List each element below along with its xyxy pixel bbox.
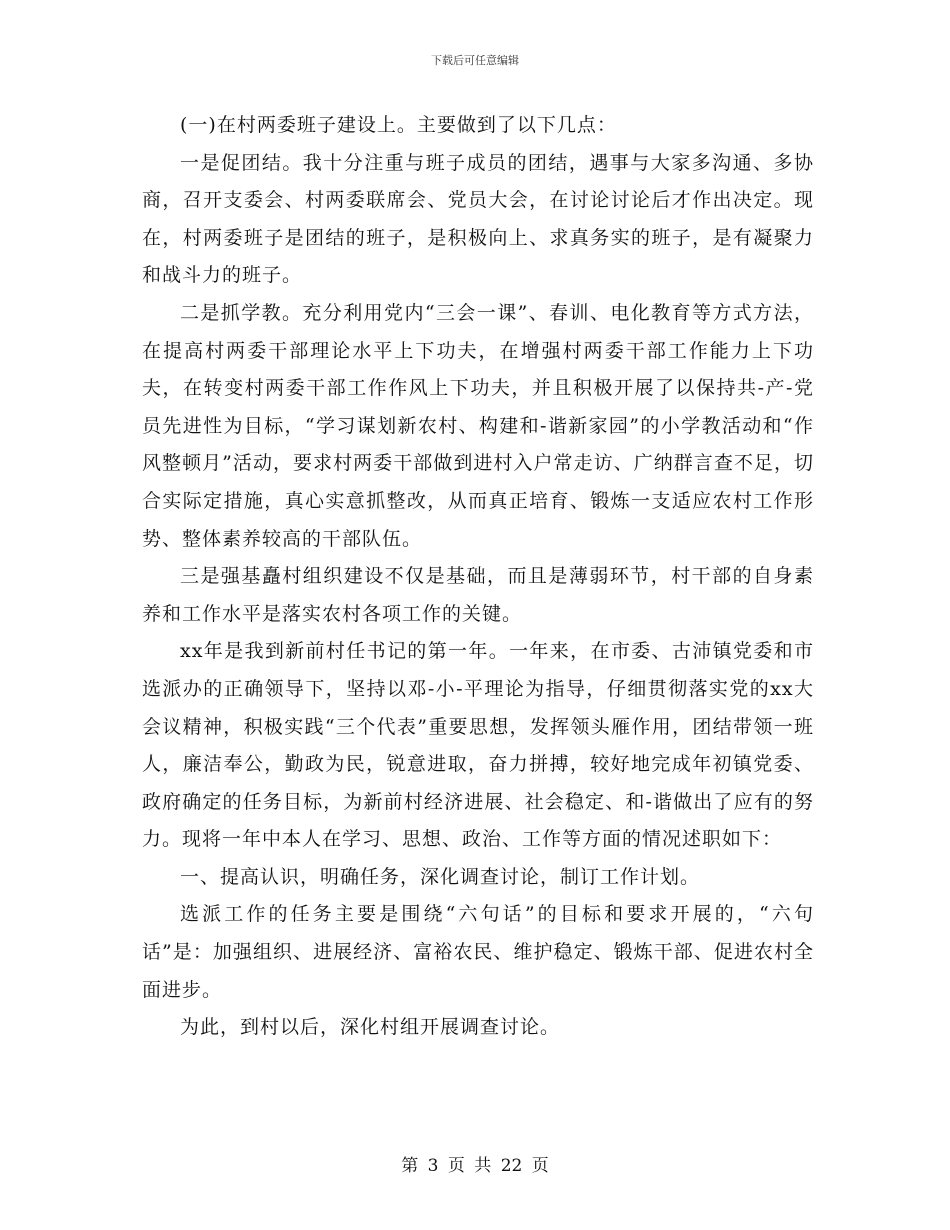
paragraph: 一、提高认识，明确任务，深化调查讨论，制订工作计划。 <box>180 865 701 888</box>
paragraph: (一)在村两委班子建设上。主要做到了以下几点： <box>180 114 617 136</box>
paragraph: 一是促团结。我十分注重与班子成员的团结，遇事与大家多沟通、多协商，召开支委会、村两委联席会、党员大会，在讨论讨论后才作出决定。现在，村两委班子是团结的班子，是积极向上、求真务实的班子，是有凝聚力和战斗力的班子。 <box>142 151 814 287</box>
paragraph: 选派工作的任务主要是围绕“六句话”的目标和要求开展的，“六句话”是：加强组织、进展经济、富裕农民、维护稳定、锻炼干部、促进农村全面进步。 <box>142 903 814 1001</box>
document-body <box>142 107 814 1047</box>
paragraph: xx年是我到新前村任书记的第一年。一年来，在市委、古沛镇党委和市选派办的正确领导下，坚持以邓-小-平理论为指导，仔细贯彻落实党的xx大会议精神，积极实践“三个代表”重要思想，发挥领头雁作用，团结带领一班人，廉洁奉公，勤政为民，锐意进取，奋力拼搏，较好地完成年初镇党委、政府确定的任务目标，为新前村经济进展、社会稳定、和-谐做出了应有的努力。现将一年中本人在学习、思想、政治、工作等方面的情况述职如下： <box>142 640 814 851</box>
paragraph: 二是抓学教。充分利用党内“三会一课”、春训、电化教育等方式方法，在提高村两委干部理论水平上下功夫，在增强村两委干部工作能力上下功夫，在转变村两委干部工作作风上下功夫，并且积极开展了以保持共-产-党员先进性为目标，“学习谋划新农村、构建和-谐新家园”的小学教活动和“作风整顿月”活动，要求村两委干部做到进村入户常走访、广纳群言查不足，切合实际定措施，真心实意抓整改，从而真正培育、锻炼一支适应农村工作形势、整体素养较高的干部队伍。 <box>142 301 814 550</box>
paragraph: 为此，到村以后，深化村组开展调查讨论。 <box>180 1016 561 1039</box>
paragraph: 三是强基矗村组织建设不仅是基础，而且是薄弱环节，村干部的自身素养和工作水平是落实农村各项工作的关键。 <box>142 565 814 625</box>
page-footer: 第 3 页 共 22 页 <box>401 1156 549 1176</box>
page-header: 下载后可任意编辑 <box>431 54 519 67</box>
